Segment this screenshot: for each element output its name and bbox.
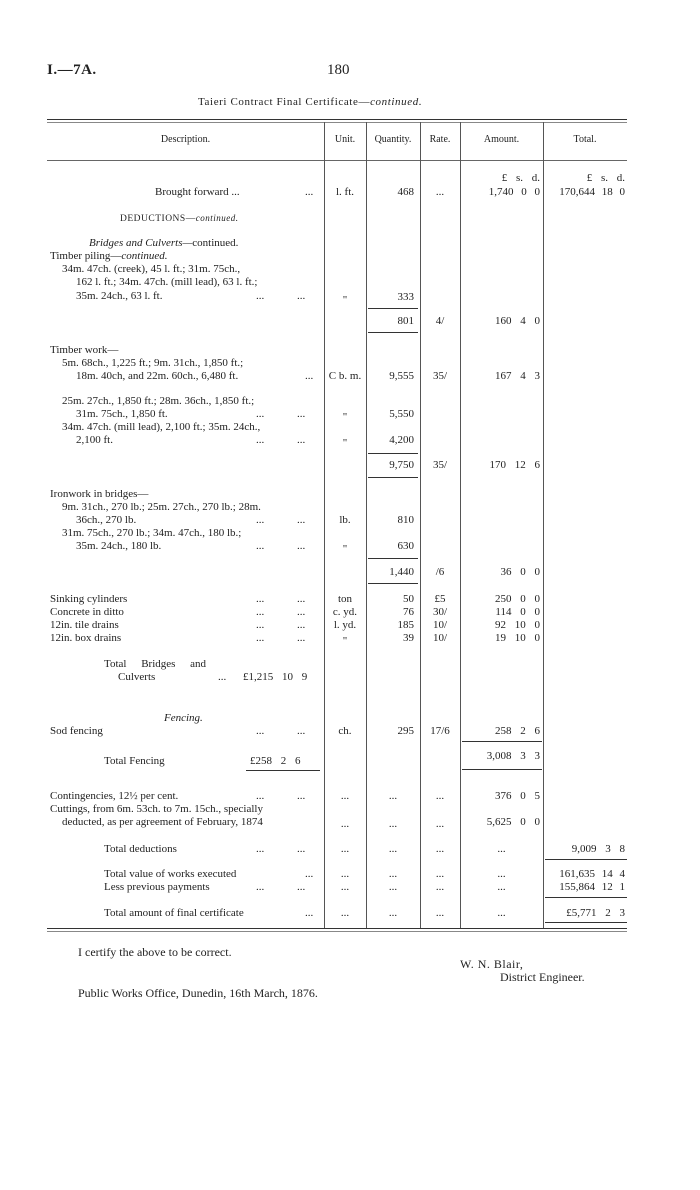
total-bridges-label: Total Bridges and <box>104 658 207 670</box>
signatory-title: District Engineer. <box>500 970 585 984</box>
dots: ... <box>435 907 445 919</box>
timber-work-rate: 35/ <box>432 370 448 382</box>
timber-piling-rate: 4/ <box>435 315 445 327</box>
subtotal-rule <box>368 308 418 309</box>
col-divider <box>543 122 544 928</box>
ironwork-title: Ironwork in bridges— <box>50 488 149 500</box>
subtotal-rule <box>545 922 627 923</box>
col-divider <box>460 122 461 928</box>
header-bottom-rule <box>47 160 627 161</box>
subtotal-rule <box>545 859 627 860</box>
item-unit: l. yd. <box>333 619 357 631</box>
dots: ... <box>497 868 506 880</box>
timber-work-line: 2,100 ft. <box>76 434 113 446</box>
timber-work-quantity: 9,555 <box>389 370 414 382</box>
ironwork-rate: /6 <box>435 566 445 578</box>
subtotal-rule <box>368 477 418 478</box>
page-number: 180 <box>327 62 350 78</box>
previous-payments-value: 155,864 12 1 <box>559 881 625 893</box>
sod-fencing-rate: 17/6 <box>430 725 450 737</box>
col-header-quantity: Quantity. <box>374 134 412 145</box>
ironwork-subtotal: 1,440 <box>389 566 414 578</box>
item-unit: " <box>342 635 348 647</box>
col-header-description: Description. <box>160 134 211 145</box>
total-currency-header: £ s. d. <box>586 172 625 184</box>
deductions-heading: DEDUCTIONS—continued. <box>120 213 239 224</box>
dots: ... <box>497 907 506 919</box>
fencing-heading: Fencing. <box>164 712 203 724</box>
leaders: ... ... <box>256 540 306 552</box>
dots: ... <box>218 671 227 683</box>
timber-piling-subtotal: 801 <box>397 315 414 327</box>
dots: ... <box>340 881 350 893</box>
total-bridges-label: Culverts <box>118 671 156 683</box>
item-label: Concrete in ditto <box>50 606 124 618</box>
dots: ... <box>340 818 350 830</box>
sod-fencing-qty: 295 <box>397 725 414 737</box>
dots: ... <box>305 186 314 198</box>
sod-fencing-label: Sod fencing <box>50 725 103 737</box>
ironwork-line: 36ch., 270 lb. <box>76 514 137 526</box>
dots: ... <box>388 818 398 830</box>
contingencies-amount: 376 0 5 <box>495 790 540 802</box>
brought-forward-label: Brought forward ... <box>155 186 240 198</box>
leaders: ... ... <box>256 606 306 618</box>
item-rate: £5 <box>434 593 446 605</box>
timber-work-subtotal-amount: 170 12 6 <box>489 459 540 471</box>
timber-work-unit: " <box>342 437 348 449</box>
timber-work-line: 5m. 68ch., 1,225 ft.; 9m. 31ch., 1,850 ft.; <box>62 357 244 369</box>
timber-piling-unit: " <box>342 294 348 306</box>
leaders: ... ... <box>256 619 306 631</box>
subtotal-rule <box>368 453 418 454</box>
brought-forward-rate: ... <box>435 186 445 198</box>
brought-forward-amount: 1,740 0 0 <box>488 186 540 198</box>
table-bottom-rule <box>47 928 627 929</box>
ironwork-line: 9m. 31ch., 270 lb.; 25m. 27ch., 270 lb.; 28m. <box>62 501 261 513</box>
item-label: 12in. tile drains <box>50 619 119 631</box>
item-label: 12in. box drains <box>50 632 122 644</box>
item-qty: 185 <box>397 619 414 631</box>
total-deductions-label: Total deductions <box>104 843 177 855</box>
timber-work-quantity: 5,550 <box>389 408 414 420</box>
dots: ... <box>340 790 350 802</box>
dots: ... <box>388 868 398 880</box>
dots: ... <box>388 790 398 802</box>
ironwork-unit: " <box>342 543 348 555</box>
leaders: ... ... <box>256 514 306 526</box>
dots: ... <box>435 790 445 802</box>
item-rate: 10/ <box>432 632 448 644</box>
item-amount: 92 10 0 <box>495 619 540 631</box>
col-header-amount: Amount. <box>483 134 520 145</box>
total-fencing-label: Total Fencing <box>104 755 165 767</box>
total-fencing-value: £258 2 6 <box>250 755 301 767</box>
leaders: ... ... <box>256 843 306 855</box>
cuttings-amount: 5,625 0 0 <box>486 816 540 828</box>
leaders: ... ... <box>256 434 306 446</box>
ironwork-line: 31m. 75ch., 270 lb.; 34m. 47ch., 180 lb.; <box>62 527 242 539</box>
item-label: Sinking cylinders <box>50 593 128 605</box>
dots: ... <box>497 843 506 855</box>
timber-piling-line: 35m. 24ch., 63 l. ft. <box>76 290 163 302</box>
total-deductions-value: 9,009 3 8 <box>571 843 625 855</box>
dots: ... <box>305 370 314 382</box>
document-reference: I.—7A. <box>47 62 97 78</box>
subtotal-rule <box>246 770 320 771</box>
running-amount: 3,008 3 3 <box>486 750 540 762</box>
subtotal-rule <box>368 332 418 333</box>
certification-text: I certify the above to be correct. <box>78 945 232 959</box>
timber-work-amount: 167 4 3 <box>495 370 540 382</box>
dots: ... <box>388 907 398 919</box>
col-header-unit: Unit. <box>334 134 356 145</box>
item-amount: 250 0 0 <box>495 593 540 605</box>
brought-forward-unit: l. ft. <box>335 186 355 198</box>
amount-currency-header: £ s. d. <box>501 172 540 184</box>
item-qty: 39 <box>403 632 414 644</box>
leaders: ... ... <box>256 593 306 605</box>
works-executed-label: Total value of works executed <box>104 868 237 880</box>
dots: ... <box>388 881 398 893</box>
cuttings-line: Cuttings, from 6m. 53ch. to 7m. 15ch., specially <box>50 803 263 815</box>
subtotal-rule <box>368 558 418 559</box>
dots: ... <box>435 868 445 880</box>
total-bridges-value: £1,215 10 9 <box>243 671 308 683</box>
timber-work-line: 31m. 75ch., 1,850 ft. <box>76 408 168 420</box>
dots: ... <box>305 868 314 880</box>
office-date: Public Works Office, Dunedin, 16th March, 1876. <box>78 986 318 1000</box>
table-top-rule-thin <box>47 122 627 123</box>
previous-payments-label: Less previous payments <box>104 881 210 893</box>
final-certificate-label: Total amount of final certificate <box>104 907 244 919</box>
dots: ... <box>340 907 350 919</box>
ironwork-unit: lb. <box>339 514 351 526</box>
brought-forward-total: 170,644 18 0 <box>559 186 625 198</box>
subtotal-rule <box>462 769 542 770</box>
dots: ... <box>388 843 398 855</box>
dots: ... <box>435 843 445 855</box>
timber-work-title: Timber work— <box>50 344 119 356</box>
col-header-rate: Rate. <box>429 134 451 145</box>
timber-work-line: 18m. 40ch, and 22m. 60ch., 6,480 ft. <box>76 370 239 382</box>
item-amount: 19 10 0 <box>495 632 540 644</box>
timber-work-quantity: 4,200 <box>389 434 414 446</box>
leaders: ... ... <box>256 290 306 302</box>
signatory-name: W. N. Blair, <box>460 957 524 971</box>
dots: ... <box>340 843 350 855</box>
leaders: ... ... <box>256 790 306 802</box>
subtotal-rule <box>545 897 627 898</box>
leaders: ... ... <box>256 725 306 737</box>
leaders: ... ... <box>256 408 306 420</box>
timber-work-unit: " <box>342 411 348 423</box>
dots: ... <box>435 881 445 893</box>
dots: ... <box>340 868 350 880</box>
cuttings-line: deducted, as per agreement of February, 1874 <box>62 816 263 828</box>
ironwork-line: 35m. 24ch., 180 lb. <box>76 540 162 552</box>
table-top-rule <box>47 119 627 120</box>
ironwork-quantity: 810 <box>397 514 414 526</box>
subtotal-rule <box>462 741 542 742</box>
timber-work-subtotal-rate: 35/ <box>432 459 448 471</box>
sod-fencing-unit: ch. <box>338 725 352 737</box>
works-executed-value: 161,635 14 4 <box>559 868 625 880</box>
timber-piling-quantity: 333 <box>397 291 414 303</box>
timber-work-subtotal: 9,750 <box>389 459 414 471</box>
ironwork-amount: 36 0 0 <box>500 566 540 578</box>
ironwork-quantity: 630 <box>397 540 414 552</box>
timber-work-unit: C b. m. <box>328 370 362 382</box>
sod-fencing-amount: 258 2 6 <box>495 725 540 737</box>
bridges-heading: Bridges and Culverts—continued. <box>89 237 239 249</box>
subtotal-rule <box>368 583 418 584</box>
brought-forward-quantity: 468 <box>397 186 414 198</box>
timber-piling-line: 34m. 47ch. (creek), 45 l. ft.; 31m. 75ch., <box>62 263 241 275</box>
final-certificate-value: £5,771 2 3 <box>566 907 625 919</box>
item-unit: c. yd. <box>332 606 358 618</box>
item-qty: 76 <box>403 606 414 618</box>
dots: ... <box>497 881 506 893</box>
leaders: ... ... <box>256 881 306 893</box>
page-subtitle: Taieri Contract Final Certificate—continued. <box>198 96 423 108</box>
col-divider <box>420 122 421 928</box>
col-header-total: Total. <box>573 134 597 145</box>
timber-piling-amount: 160 4 0 <box>495 315 540 327</box>
table-bottom-rule-thin <box>47 931 627 932</box>
timber-piling-line: 162 l. ft.; 34m. 47ch. (mill lead), 63 l. ft.; <box>76 276 258 288</box>
item-unit: ton <box>337 593 353 605</box>
leaders: ... ... <box>256 632 306 644</box>
timber-piling-title: Timber piling—continued. <box>50 250 168 262</box>
item-rate: 30/ <box>432 606 448 618</box>
item-amount: 114 0 0 <box>495 606 540 618</box>
item-rate: 10/ <box>432 619 448 631</box>
contingencies-label: Contingencies, 12½ per cent. <box>50 790 179 802</box>
item-qty: 50 <box>403 593 414 605</box>
dots: ... <box>305 907 314 919</box>
timber-work-line: 25m. 27ch., 1,850 ft.; 28m. 36ch., 1,850 ft.; <box>62 395 255 407</box>
timber-work-line: 34m. 47ch. (mill lead), 2,100 ft.; 35m. 24ch., <box>62 421 261 433</box>
dots: ... <box>435 818 445 830</box>
